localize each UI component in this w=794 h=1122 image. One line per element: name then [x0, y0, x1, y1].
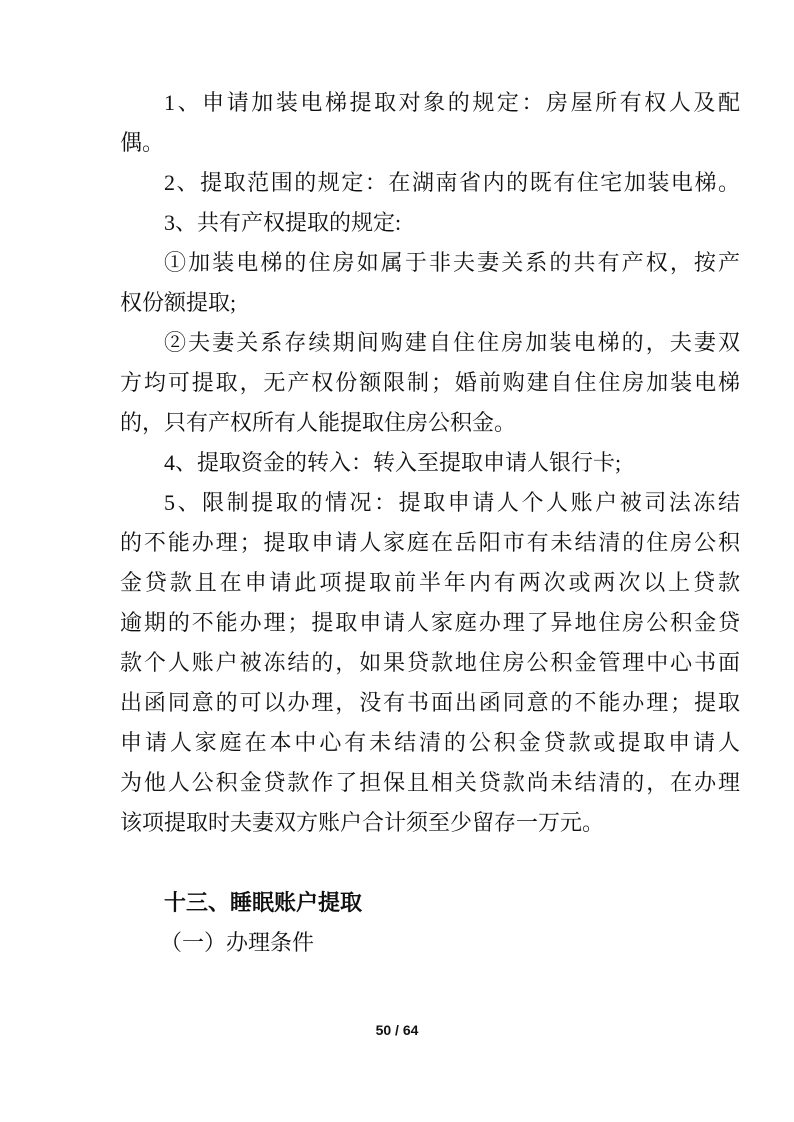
body-paragraphs	[120, 83, 740, 843]
body-line: 偶。	[120, 130, 165, 155]
body-line: 5、限制提取的情况：提取申请人个人账户被司法冻结	[164, 490, 740, 515]
body-line: 款个人账户被冻结的，如果贷款地住房公积金管理中心书面	[120, 650, 740, 675]
document-body	[120, 83, 740, 963]
body-line: 为他人公积金贷款作了担保且相关贷款尚未结清的，在办理	[120, 770, 740, 795]
body-line: ①加装电梯的住房如属于非夫妻关系的共有产权，按产	[164, 250, 740, 275]
body-line: ②夫妻关系存续期间购建自住住房加装电梯的，夫妻双	[164, 330, 740, 355]
body-line: 申请人家庭在本中心有未结清的公积金贷款或提取申请人	[120, 730, 740, 755]
body-line: 该项提取时夫妻双方账户合计须至少留存一万元。	[120, 810, 605, 835]
body-line: 金贷款且在申请此项提取前半年内有两次或两次以上贷款	[120, 570, 740, 595]
section-heading: 十三、睡眠账户提取	[164, 890, 363, 915]
body-line: 的，只有产权所有人能提取住房公积金。	[120, 410, 517, 435]
body-line: 方均可提取，无产权份额限制；婚前购建自住住房加装电梯	[120, 370, 740, 395]
page-number: 50 / 64	[375, 1022, 419, 1038]
subsection-label: （一）办理条件	[160, 930, 315, 955]
body-line: 的不能办理；提取申请人家庭在岳阳市有未结清的住房公积	[120, 530, 740, 555]
body-line: 2、提取范围的规定：在湖南省内的既有住宅加装电梯。	[164, 170, 740, 195]
body-line: 4、提取资金的转入：转入至提取申请人银行卡;	[164, 450, 622, 475]
body-line: 权份额提取;	[120, 290, 237, 315]
body-line: 逾期的不能办理；提取申请人家庭办理了异地住房公积金贷	[120, 610, 740, 635]
body-line: 3、共有产权提取的规定:	[164, 210, 402, 235]
body-line: 出函同意的可以办理，没有书面出函同意的不能办理；提取	[120, 690, 740, 715]
body-line: 1、申请加装电梯提取对象的规定：房屋所有权人及配	[164, 90, 740, 115]
